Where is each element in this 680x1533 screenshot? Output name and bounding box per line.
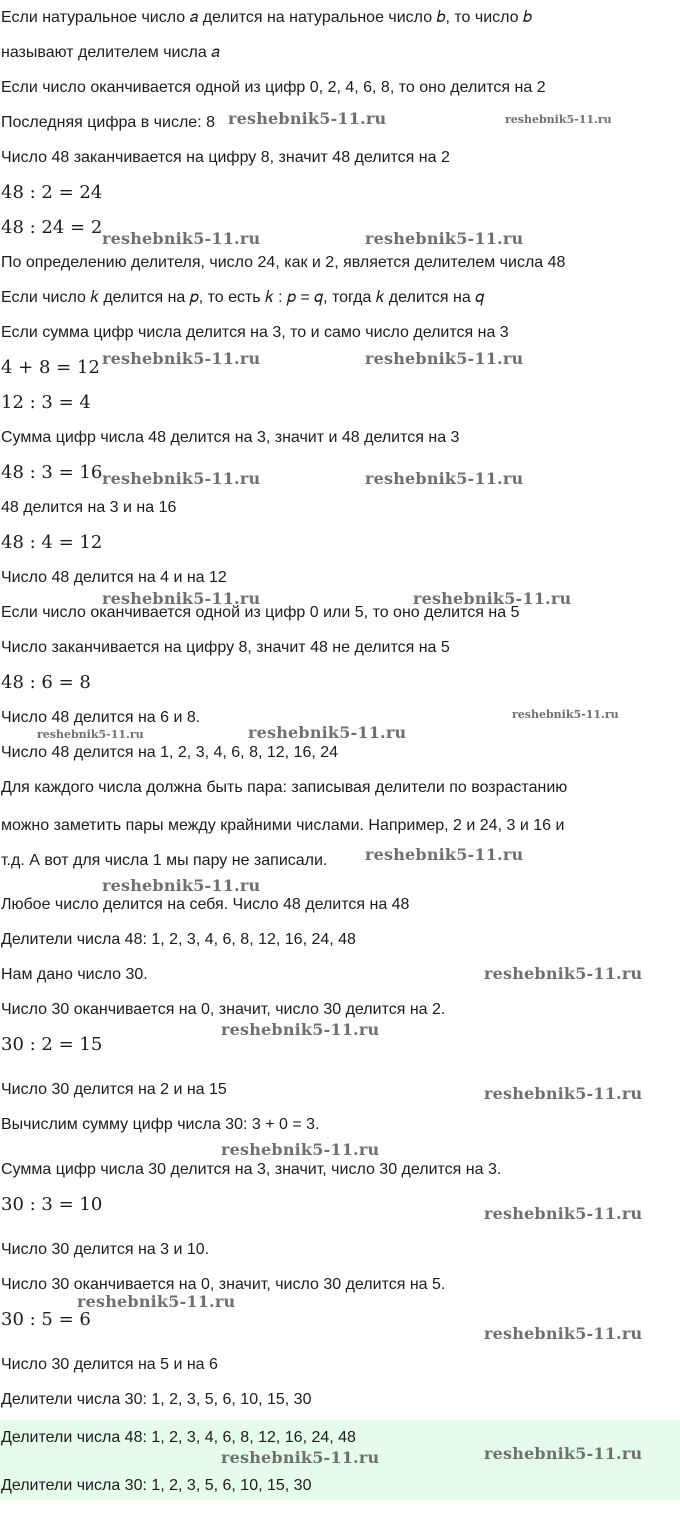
math-line: 30 : 2 = 15 <box>1 1034 103 1055</box>
watermark: reshebnik5-11.ru <box>248 723 407 742</box>
watermark: reshebnik5-11.ru <box>102 469 261 488</box>
text-line: Вычислим сумму цифр числа 30: 3 + 0 = 3. <box>1 1116 320 1133</box>
text-line: Число 30 делится на 2 и на 15 <box>1 1081 227 1098</box>
text-line: называют делителем числа 𝑎 <box>1 44 220 61</box>
watermark: reshebnik5-11.ru <box>221 1020 380 1039</box>
text-line: Число 48 делится на 1, 2, 3, 4, 6, 8, 12, 16, 24 <box>1 744 339 761</box>
text-line: Последняя цифра в числе: 8 <box>1 114 215 131</box>
text-line: Если число оканчивается одной из цифр 0, 2, 4, 6, 8, то оно делится на 2 <box>1 79 546 96</box>
watermark: reshebnik5-11.ru <box>102 349 261 368</box>
text-line: Делители числа 48: 1, 2, 3, 4, 6, 8, 12, 16, 24, 48 <box>1 931 356 948</box>
text-line: Если натуральное число 𝑎 делится на натуральное число 𝑏, то число 𝑏 <box>1 9 532 26</box>
math-line: 48 : 2 = 24 <box>1 182 103 203</box>
watermark: reshebnik5-11.ru <box>221 1140 380 1159</box>
watermark: reshebnik5-11.ru <box>413 589 572 608</box>
text-line: Число 48 делится на 4 и на 12 <box>1 569 227 586</box>
math-line: 48 : 24 = 2 <box>1 217 103 238</box>
text-line: Если число 𝑘 делится на 𝑝, то есть 𝑘 : 𝑝 = 𝑞, тогда 𝑘 делится на 𝑞 <box>1 289 485 306</box>
watermark: reshebnik5-11.ru <box>365 349 524 368</box>
math-line: 12 : 3 = 4 <box>1 392 91 413</box>
watermark: reshebnik5-11.ru <box>365 229 524 248</box>
text-line: можно заметить пары между крайними числами. Например, 2 и 24, 3 и 16 и <box>1 817 565 834</box>
math-line: 48 : 6 = 8 <box>1 672 91 693</box>
text-line: Сумма цифр числа 48 делится на 3, значит и 48 делится на 3 <box>1 429 460 446</box>
watermark: reshebnik5-11.ru <box>512 708 619 721</box>
watermark: reshebnik5-11.ru <box>484 1204 643 1223</box>
watermark: reshebnik5-11.ru <box>365 845 524 864</box>
math-line: 48 : 4 = 12 <box>1 532 103 553</box>
math-line: 48 : 3 = 16 <box>1 462 103 483</box>
answer-line: Делители числа 48: 1, 2, 3, 4, 6, 8, 12, 16, 24, 48 <box>1 1429 356 1446</box>
watermark: reshebnik5-11.ru <box>221 1448 380 1467</box>
text-line: Для каждого числа должна быть пара: записывая делители по возрастанию <box>1 779 568 796</box>
text-line: Любое число делится на себя. Число 48 делится на 48 <box>1 896 410 913</box>
text-line: Если число оканчивается одной из цифр 0 или 5, то оно делится на 5 <box>1 604 520 621</box>
text-line: Число 30 делится на 3 и 10. <box>1 1241 210 1258</box>
watermark: reshebnik5-11.ru <box>228 109 387 128</box>
watermark: reshebnik5-11.ru <box>505 113 612 126</box>
text-line: Нам дано число 30. <box>1 966 148 983</box>
watermark: reshebnik5-11.ru <box>102 876 261 895</box>
text-line: 48 делится на 3 и на 16 <box>1 499 177 516</box>
watermark: reshebnik5-11.ru <box>365 469 524 488</box>
watermark: reshebnik5-11.ru <box>484 1084 643 1103</box>
answer-line: Делители числа 30: 1, 2, 3, 5, 6, 10, 15, 30 <box>1 1477 312 1494</box>
text-line: Число 48 делится на 6 и 8. <box>1 709 201 726</box>
text-line: Делители числа 30: 1, 2, 3, 5, 6, 10, 15, 30 <box>1 1391 312 1408</box>
watermark: reshebnik5-11.ru <box>484 964 643 983</box>
math-line: 30 : 5 = 6 <box>1 1309 91 1330</box>
math-line: 30 : 3 = 10 <box>1 1194 103 1215</box>
text-line: т.д. А вот для числа 1 мы пару не записали. <box>1 852 328 869</box>
watermark: reshebnik5-11.ru <box>484 1324 643 1343</box>
text-line: По определению делителя, число 24, как и 2, является делителем числа 48 <box>1 254 566 271</box>
watermark: reshebnik5-11.ru <box>484 1444 643 1463</box>
watermark: reshebnik5-11.ru <box>102 589 261 608</box>
text-line: Сумма цифр числа 30 делится на 3, значит, число 30 делится на 3. <box>1 1161 502 1178</box>
text-line: Число 30 оканчивается на 0, значит, число 30 делится на 2. <box>1 1001 446 1018</box>
text-line: Число 48 заканчивается на цифру 8, значит 48 делится на 2 <box>1 149 450 166</box>
watermark: reshebnik5-11.ru <box>37 728 144 741</box>
text-line: Если сумма цифр числа делится на 3, то и само число делится на 3 <box>1 324 509 341</box>
text-line: Число 30 оканчивается на 0, значит, число 30 делится на 5. <box>1 1276 446 1293</box>
watermark: reshebnik5-11.ru <box>77 1292 236 1311</box>
math-line: 4 + 8 = 12 <box>1 357 100 378</box>
text-line: Число заканчивается на цифру 8, значит 48 не делится на 5 <box>1 639 450 656</box>
text-line: Число 30 делится на 5 и на 6 <box>1 1356 218 1373</box>
watermark: reshebnik5-11.ru <box>102 229 261 248</box>
